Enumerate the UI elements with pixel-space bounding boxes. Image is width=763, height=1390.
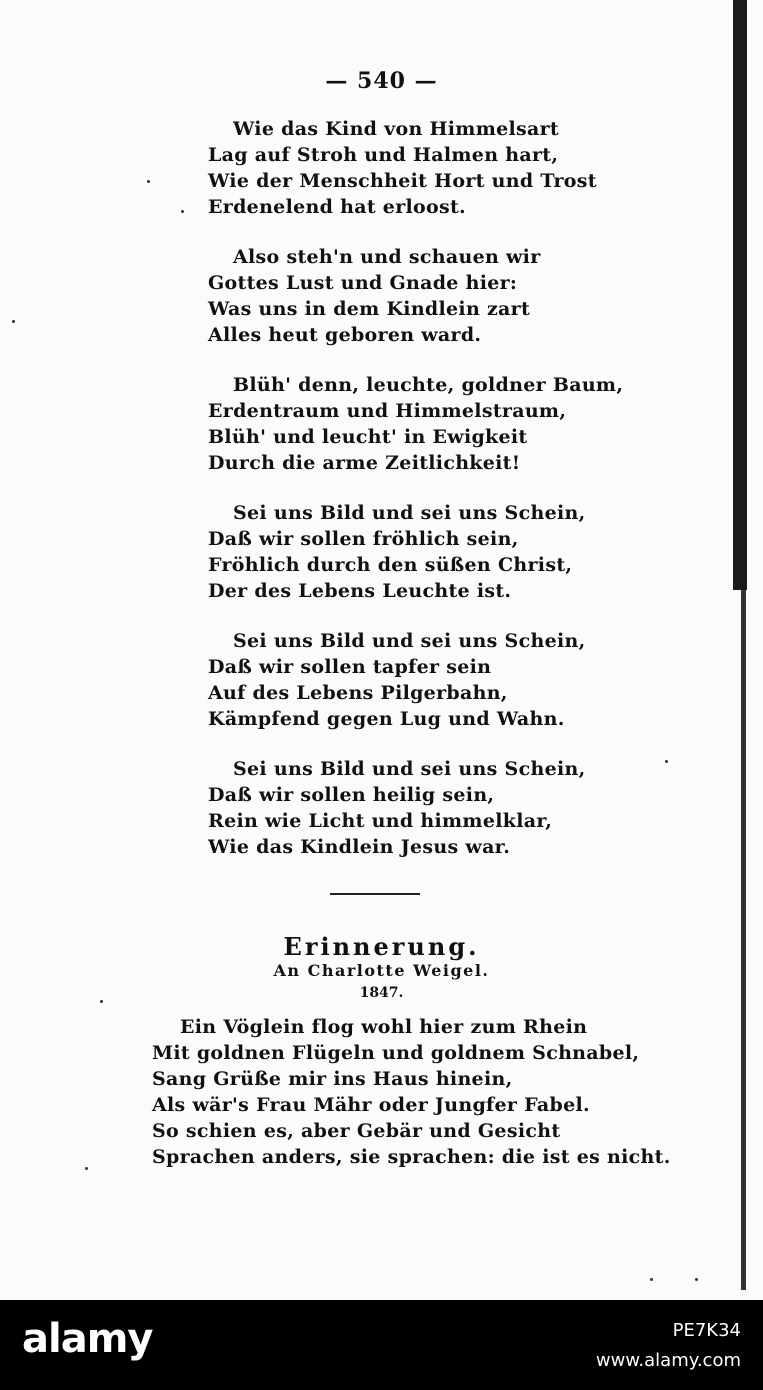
section-divider [330,893,420,895]
scan-speck [181,210,184,213]
verse-line: Sei uns Bild und sei uns Schein, [233,630,586,652]
verse-line: Alles heut geboren ward. [208,324,482,346]
verse-line: Kämpfend gegen Lug und Wahn. [208,708,565,730]
scan-speck [665,760,668,763]
verse-line: Sei uns Bild und sei uns Schein, [233,758,586,780]
verse-line: Durch die arme Zeitlichkeit! [208,452,521,474]
verse-line: Rein wie Licht und himmelklar, [208,810,553,832]
verse-line: Sang Grüße mir ins Haus hinein, [152,1068,513,1090]
verse-line: Sei uns Bild und sei uns Schein, [233,502,586,524]
scan-speck [85,1167,88,1170]
verse-line: Wie das Kind von Himmelsart [233,118,559,140]
page-number: — 540 — [325,68,438,94]
verse-line: Fröhlich durch den süßen Christ, [208,554,573,576]
verse-line: Sprachen anders, sie sprachen: die ist es nicht. [152,1146,671,1168]
verse-line: Wie das Kindlein Jesus war. [208,836,511,858]
poem-title: Erinnerung. [283,932,480,961]
verse-line: Der des Lebens Leuchte ist. [208,580,512,602]
verse-line: So schien es, aber Gebär und Gesicht [152,1120,561,1142]
verse-line: Als wär's Frau Mähr oder Jungfer Fabel. [152,1094,590,1116]
verse-line: Ein Vöglein flog wohl hier zum Rhein [180,1016,588,1038]
scan-speck [695,1278,698,1281]
scan-speck [147,180,150,183]
site-url-label: www.alamy.com [595,1350,741,1371]
poem-year: 1847. [359,985,404,1001]
scan-speck [650,1278,653,1281]
verse-line: Daß wir sollen fröhlich sein, [208,528,519,550]
alamy-logo: alamy [22,1316,153,1362]
verse-line: Erdenelend hat erloost. [208,196,466,218]
verse-line: Lag auf Stroh und Halmen hart, [208,144,559,166]
verse-line: Wie der Menschheit Hort und Trost [208,170,597,192]
verse-line: Mit goldnen Flügeln und goldnem Schnabel, [152,1042,640,1064]
verse-line: Daß wir sollen heilig sein, [208,784,495,806]
verse-line: Erdentraum und Himmelstraum, [208,400,567,422]
poem-dedication: An Charlotte Weigel. [273,961,490,980]
verse-line: Blüh' und leucht' in Ewigkeit [208,426,528,448]
verse-line: Also steh'n und schauen wir [233,246,541,268]
scan-speck [100,1000,103,1003]
verse-line: Blüh' denn, leuchte, goldner Baum, [233,374,624,396]
verse-line: Auf des Lebens Pilgerbahn, [208,682,508,704]
image-id-label: PE7K34 [672,1320,741,1341]
verse-line: Gottes Lust und Gnade hier: [208,272,518,294]
scan-speck [12,320,15,323]
verse-line: Was uns in dem Kindlein zart [208,298,531,320]
verse-line: Daß wir sollen tapfer sein [208,656,492,678]
